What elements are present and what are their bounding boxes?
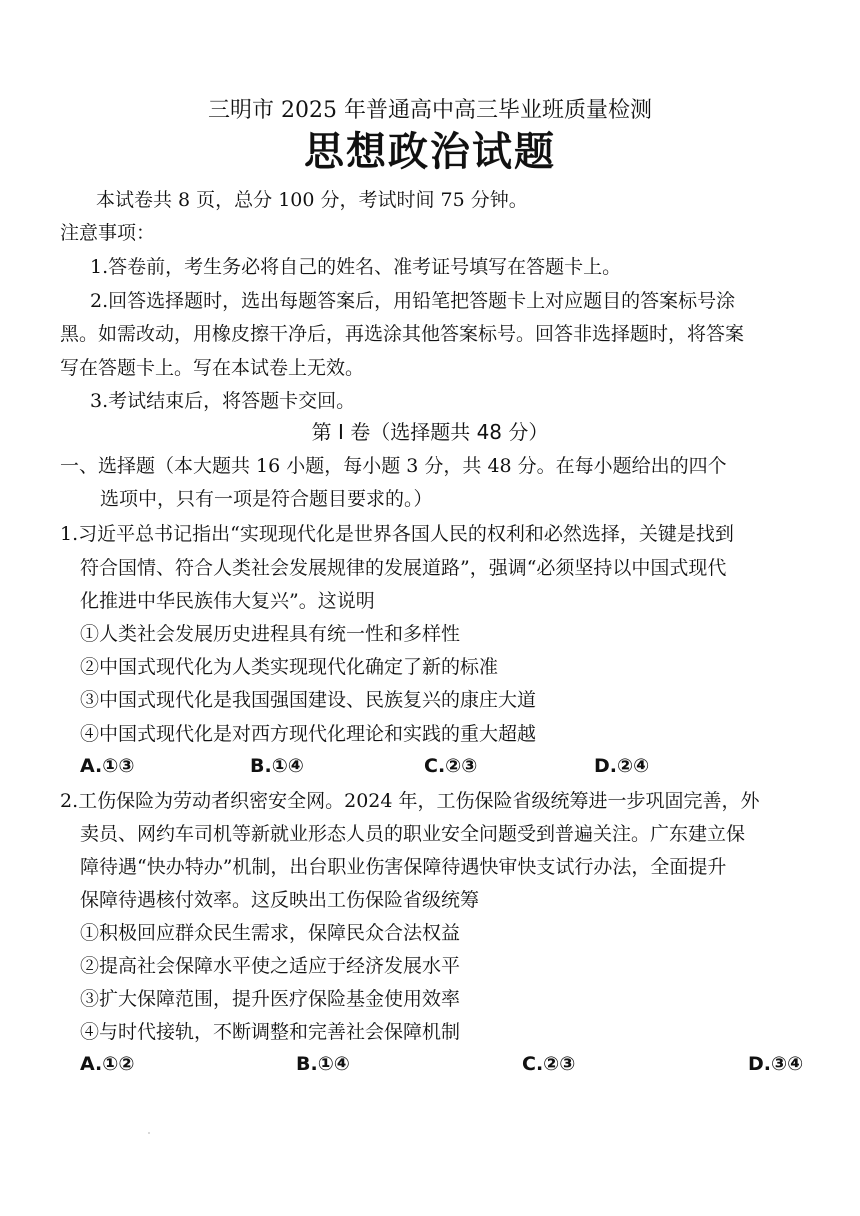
q1-stem-line-3: 化推进中华民族伟大复兴”。这说明: [80, 590, 375, 612]
q2-option-a: A.①②: [80, 1053, 135, 1075]
q1-option-d: D.②④: [594, 755, 650, 777]
q1-statement-3: ③中国式现代化是我国强国建设、民族复兴的康庄大道: [80, 689, 537, 711]
q2-statement-1: ①积极回应群众民生需求，保障民众合法权益: [80, 922, 461, 944]
q2-statement-4: ④与时代接轨，不断调整和完善社会保障机制: [80, 1021, 461, 1043]
q2-stem-line-2: 卖员、网约车司机等新就业形态人员的职业安全问题受到普遍关注。广东建立保: [80, 823, 746, 845]
part1-title: 第 I 卷（选择题共 48 分）: [311, 420, 549, 444]
q1-option-b: B.①④: [250, 755, 304, 777]
q1-statement-2: ②中国式现代化为人类实现现代化确定了新的标准: [80, 656, 499, 678]
q1-option-c: C.②③: [424, 755, 478, 777]
q2-stem-line-3: 障待遇“快办特办”机制，出台职业伤害保障待遇快审快支试行办法，全面提升: [80, 856, 727, 878]
q1-statement-4: ④中国式现代化是对西方现代化理论和实践的重大超越: [80, 723, 537, 745]
exam-subtitle: 三明市 2025 年普通高中高三毕业班质量检测: [208, 98, 652, 123]
q1-stem-line-1: 1.习近平总书记指出“实现现代化是世界各国人民的权利和必然选择，关键是找到: [60, 523, 734, 545]
section-instructions-line-2: 选项中，只有一项是符合题目要求的。）: [100, 488, 433, 510]
q1-statement-1: ①人类社会发展历史进程具有统一性和多样性: [80, 623, 461, 645]
q2-statement-3: ③扩大保障范围，提升医疗保险基金使用效率: [80, 988, 461, 1010]
intro-text: 本试卷共 8 页，总分 100 分，考试时间 75 分钟。: [96, 189, 528, 211]
note-item-2-line-2: 黑。如需改动，用橡皮擦干净后，再选涂其他答案标号。回答非选择题时，将答案: [60, 323, 745, 345]
q1-option-a: A.①③: [80, 755, 135, 777]
scan-speck: [148, 1132, 150, 1134]
q2-option-c: C.②③: [522, 1053, 576, 1075]
note-item-2-line-3: 写在答题卡上。写在本试卷上无效。: [60, 357, 365, 379]
section-instructions-line-1: 一、选择题（本大题共 16 小题，每小题 3 分，共 48 分。在每小题给出的四个: [60, 455, 727, 477]
q2-statement-2: ②提高社会保障水平使之适应于经济发展水平: [80, 955, 461, 977]
q2-stem-line-4: 保障待遇核付效率。这反映出工伤保险省级统筹: [80, 889, 480, 911]
note-item-1: 1.答卷前，考生务必将自己的姓名、准考证号填写在答题卡上。: [90, 256, 622, 278]
q2-option-d: D.③④: [748, 1053, 804, 1075]
q2-stem-line-1: 2.工伤保险为劳动者织密安全网。2024 年，工伤保险省级统筹进一步巩固完善，外: [60, 790, 760, 812]
note-item-3: 3.考试结束后，将答题卡交回。: [90, 390, 356, 412]
q2-option-b: B.①④: [296, 1053, 350, 1075]
notes-heading: 注意事项：: [60, 222, 156, 244]
exam-title: 思想政治试题: [304, 128, 556, 175]
q1-stem-line-2: 符合国情、符合人类社会发展规律的发展道路”，强调“必须坚持以中国式现代: [80, 557, 727, 579]
note-item-2-line-1: 2.回答选择题时，选出每题答案后，用铅笔把答题卡上对应题目的答案标号涂: [90, 290, 736, 312]
